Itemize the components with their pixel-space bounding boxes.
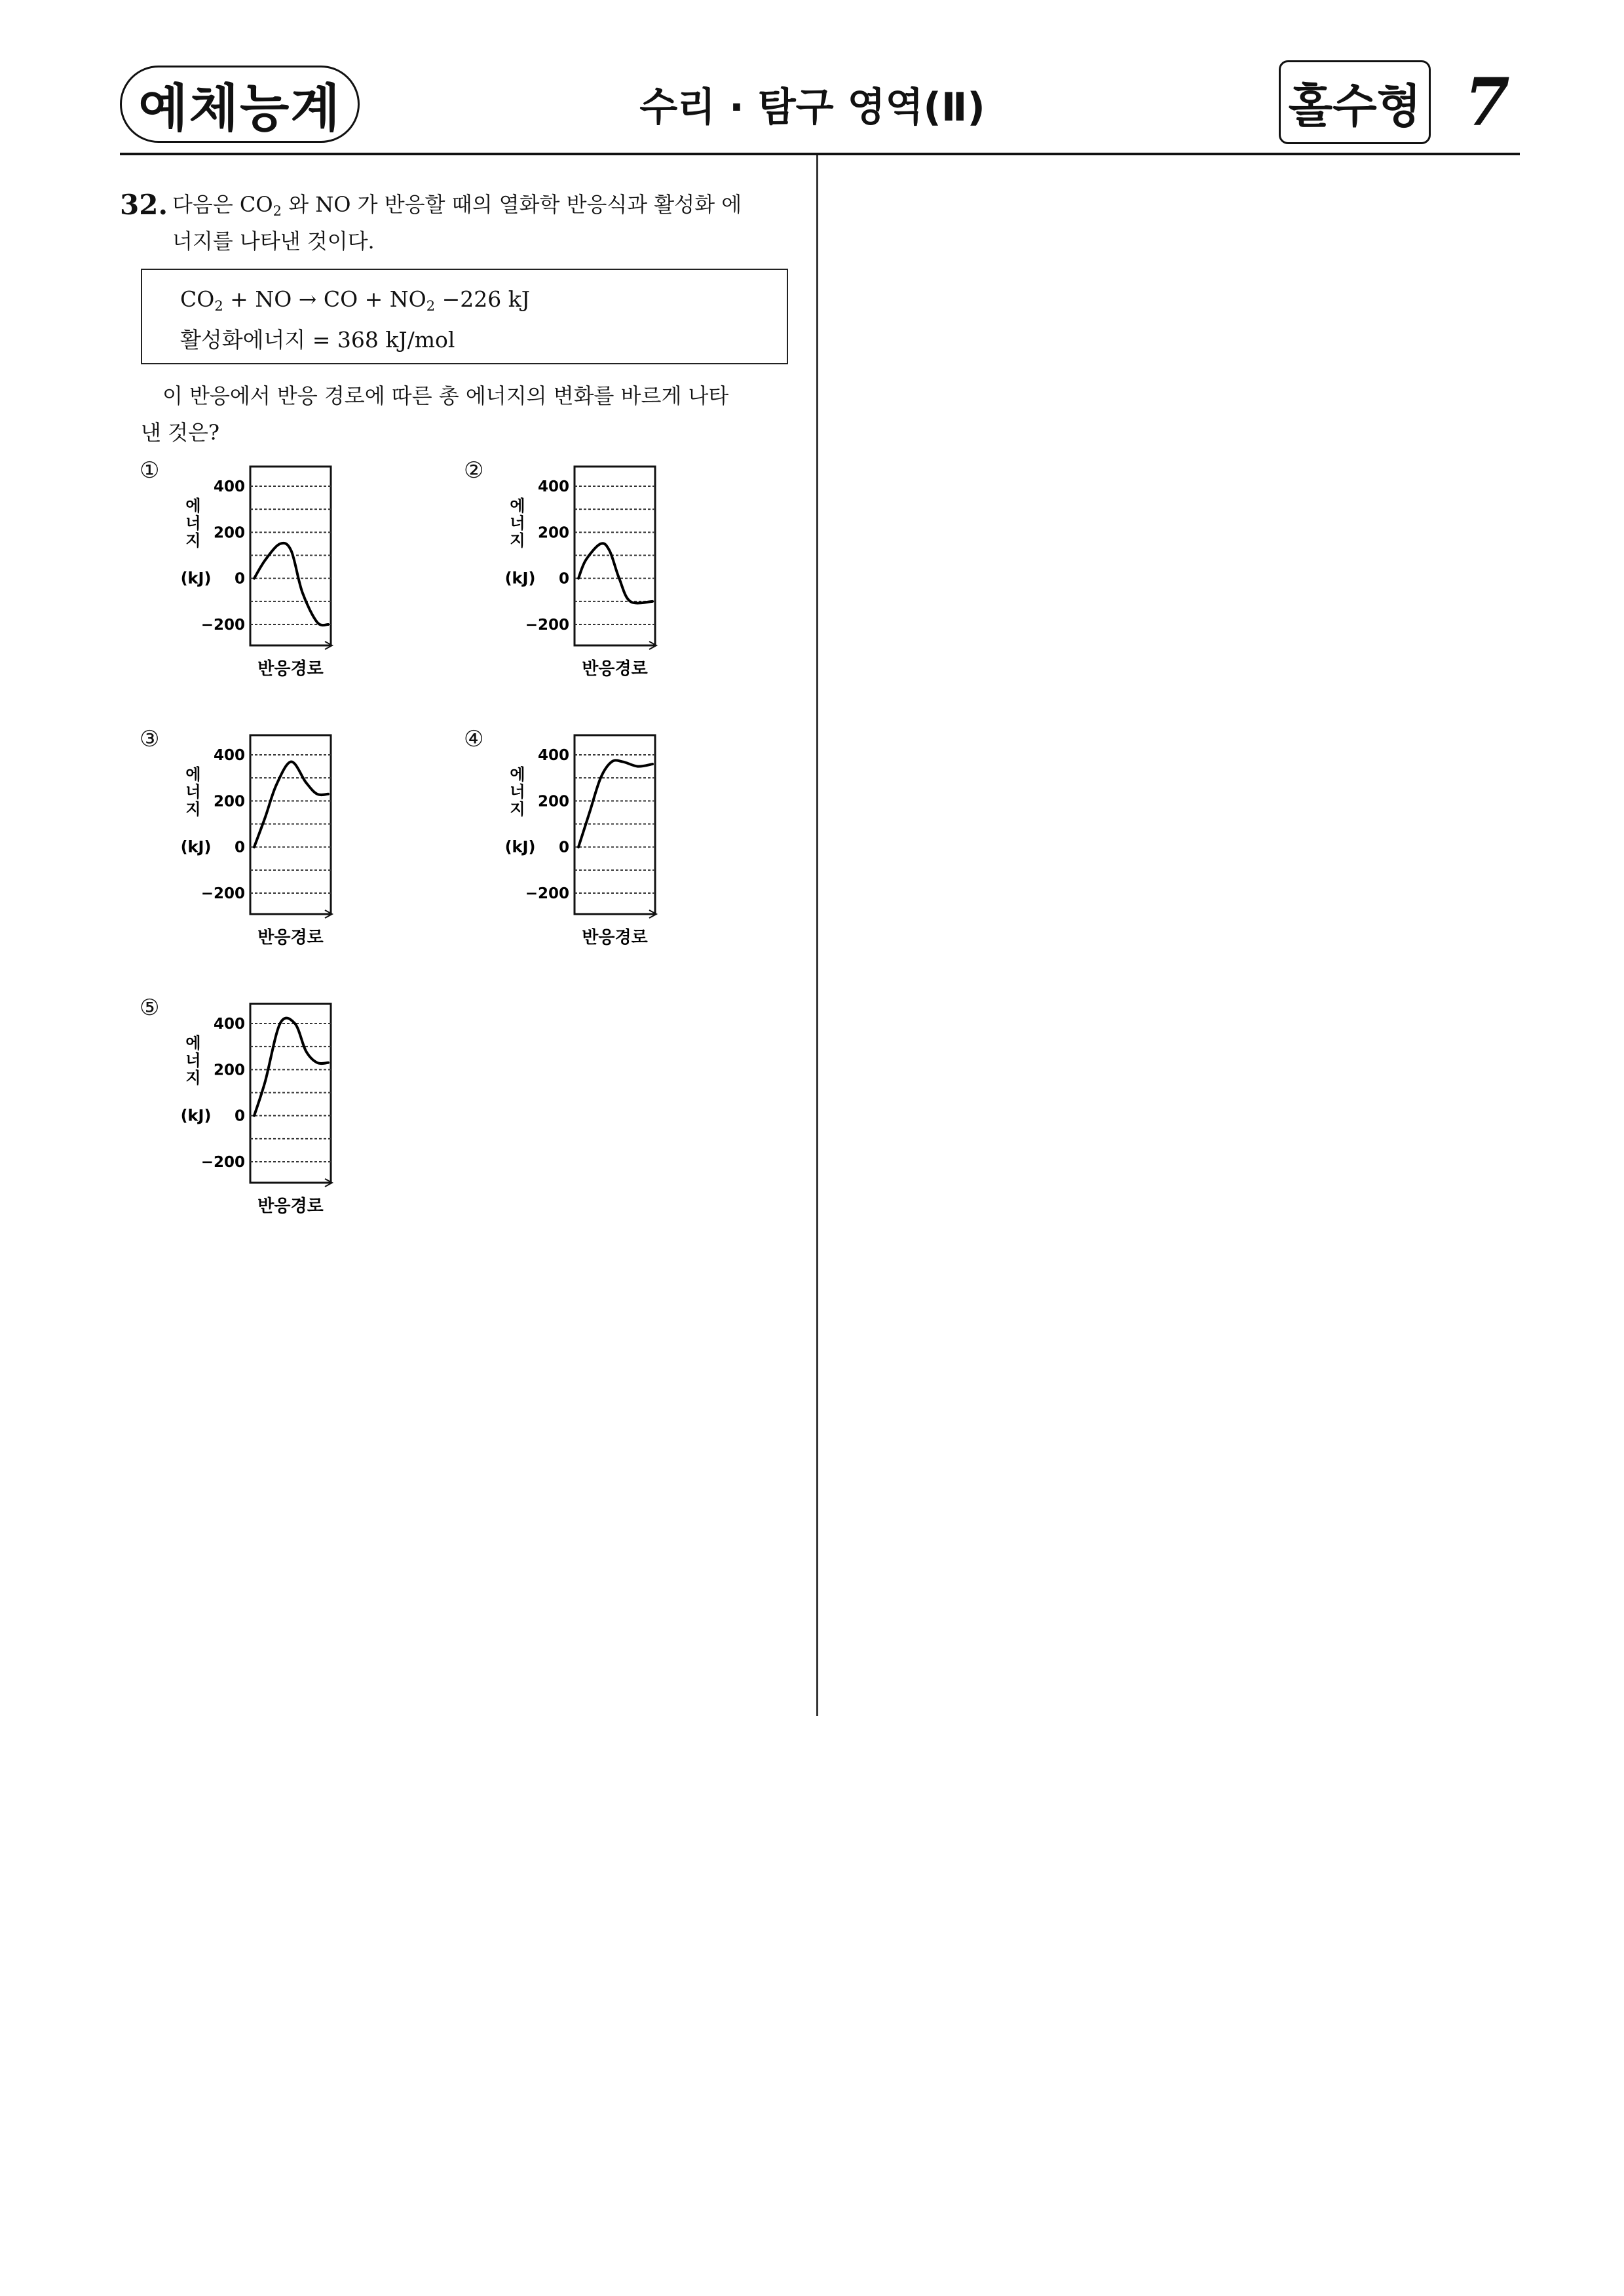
chart-frame (575, 467, 655, 645)
energy-curve (254, 762, 328, 847)
x-axis-label: 반응경로 (257, 1196, 324, 1216)
header-divider (120, 153, 1520, 155)
choice-3-label[interactable]: ③ (140, 726, 160, 752)
y-tick-label: −200 (525, 885, 569, 902)
question-number: 32. (120, 189, 168, 221)
question-prompt-line-1: 이 반응에서 반응 경로에 따른 총 에너지의 변화를 바르게 나타 (162, 383, 729, 408)
y-axis-unit: (kJ) (180, 569, 212, 588)
energy-curve (254, 1018, 328, 1116)
y-axis-label-char: 지 (185, 531, 201, 550)
energy-chart-svg (174, 996, 344, 1219)
y-axis-label-char: 지 (185, 799, 201, 818)
energy-curve (578, 543, 652, 603)
energy-chart-svg (498, 727, 668, 950)
y-axis-unit: (kJ) (180, 837, 212, 856)
y-tick-label: 200 (213, 524, 245, 542)
question-intro-line-2: 너지를 나타낸 것이다. (172, 229, 375, 254)
y-tick-label: −200 (200, 1154, 245, 1171)
energy-chart-svg (498, 459, 668, 681)
energy-chart-svg (174, 459, 344, 681)
y-tick-label: 400 (213, 1016, 245, 1033)
y-axis-label-char: 너 (185, 1051, 201, 1070)
y-tick-label: 0 (234, 570, 245, 588)
y-axis-label-char: 너 (510, 514, 525, 533)
y-axis-label-char: 너 (185, 514, 201, 533)
y-tick-label: 0 (558, 570, 569, 588)
thermochemical-equation: $CO_2$ + NO → CO + $NO_2 -226$ kJ (180, 286, 530, 314)
y-tick-label: 400 (537, 478, 569, 495)
exam-type-badge: 홀수형 (1279, 60, 1431, 144)
column-divider (816, 155, 818, 1716)
y-tick-label: 0 (234, 839, 245, 856)
question-intro-line-1: 다음은 $CO_2$ 와 NO 가 반응할 때의 열화학 반응식과 활성화 에 (172, 192, 742, 219)
y-tick-label: 200 (213, 793, 245, 811)
y-axis-label-char: 에 (185, 765, 201, 784)
x-axis-label: 반응경로 (582, 659, 648, 679)
y-axis-label-char: 에 (185, 497, 201, 516)
y-tick-label: 200 (213, 1062, 245, 1079)
question-prompt-line-2: 낸 것은? (141, 420, 220, 445)
section-title: 수리 · 탐구 영역(Ⅱ) (639, 85, 985, 130)
page-number: 7 (1464, 64, 1510, 141)
choice-2-graph[interactable] (498, 459, 668, 681)
choice-1-label[interactable]: ① (140, 457, 160, 484)
choice-4-label[interactable]: ④ (464, 726, 484, 752)
choice-3-graph[interactable] (174, 727, 344, 950)
x-axis-label: 반응경로 (582, 928, 648, 947)
y-axis-label-char: 에 (185, 1034, 201, 1053)
y-tick-label: 400 (537, 747, 569, 764)
y-tick-label: −200 (525, 617, 569, 634)
exam-category-badge: 예체능계 (120, 66, 360, 143)
y-tick-label: 400 (213, 747, 245, 764)
y-axis-unit: (kJ) (504, 569, 536, 588)
y-tick-label: 400 (213, 478, 245, 495)
choice-4-graph[interactable] (498, 727, 668, 950)
y-axis-label-char: 지 (510, 531, 525, 550)
choice-5-graph[interactable] (174, 996, 344, 1219)
choice-5-label[interactable]: ⑤ (140, 995, 160, 1021)
y-axis-label-char: 지 (510, 799, 525, 818)
y-tick-label: 0 (558, 839, 569, 856)
energy-chart-svg (174, 727, 344, 950)
y-axis-unit: (kJ) (180, 1106, 212, 1125)
x-axis-label: 반응경로 (257, 659, 324, 679)
y-tick-label: −200 (200, 617, 245, 634)
y-tick-label: 0 (234, 1107, 245, 1125)
activation-energy: 활성화에너지 = 368 kJ/mol (180, 327, 455, 353)
choice-1-graph[interactable] (174, 459, 344, 681)
choice-2-label[interactable]: ② (464, 457, 484, 484)
y-axis-label-char: 에 (510, 765, 525, 784)
y-axis-unit: (kJ) (504, 837, 536, 856)
x-axis-label: 반응경로 (257, 928, 324, 947)
y-tick-label: −200 (200, 885, 245, 902)
y-tick-label: 200 (537, 793, 569, 811)
energy-curve (578, 760, 652, 847)
y-axis-label-char: 너 (185, 782, 201, 801)
y-axis-label-char: 지 (185, 1068, 201, 1087)
chart-frame (250, 467, 331, 645)
y-axis-label-char: 에 (510, 497, 525, 516)
y-tick-label: 200 (537, 524, 569, 542)
y-axis-label-char: 너 (510, 782, 525, 801)
